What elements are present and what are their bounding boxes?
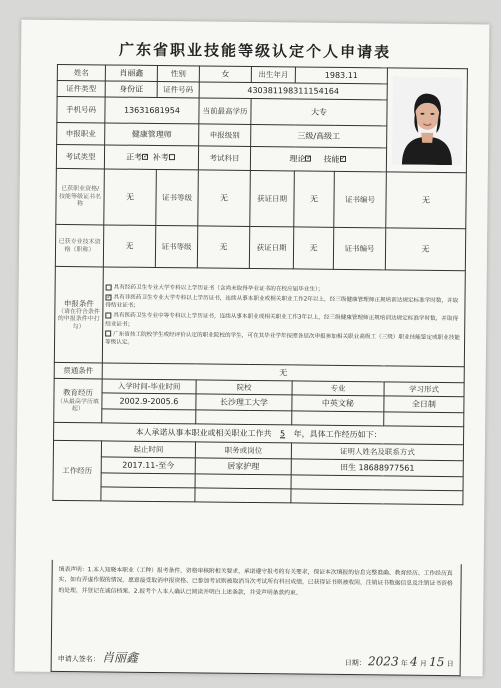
sign-date bbox=[345, 654, 454, 669]
skill-checkbox-checked: ✓ bbox=[340, 154, 346, 162]
professional-number-label: 证书编号 bbox=[333, 227, 385, 270]
table-row bbox=[53, 486, 463, 504]
work-empty-cell bbox=[291, 489, 463, 505]
work-empty-cell bbox=[195, 474, 291, 489]
date-year: 2023 bbox=[368, 654, 399, 669]
edu-school: 长沙理工大学 bbox=[196, 394, 292, 411]
vocational-grade-value: 无 bbox=[198, 170, 251, 227]
condition-text: 具有医药卫生专业中等专科以上学历证书，连续从事本职业或相关职业工作3年以上，经三级健康管理师正规培训达规定标准学时数，并取得结业证书； bbox=[105, 312, 459, 328]
birth-value: 1983.11 bbox=[295, 67, 387, 84]
vocational-number-value: 无 bbox=[386, 172, 467, 229]
application-table bbox=[52, 64, 468, 505]
work-header-position: 职务或岗位 bbox=[195, 442, 291, 459]
apply-level-value: 三级/高级工 bbox=[251, 124, 387, 147]
edu-header-form: 学习形式 bbox=[384, 382, 464, 397]
applicant-signature bbox=[58, 648, 138, 666]
conditions-label: 申报条件 bbox=[63, 298, 95, 308]
vocational-number-label: 证书编号 bbox=[334, 171, 387, 228]
date-label: 日期： bbox=[344, 658, 366, 668]
work-empty-cell bbox=[101, 487, 195, 502]
declaration-block bbox=[51, 560, 462, 676]
promise-years: 5 bbox=[280, 428, 286, 438]
vocational-cert-label: 已获职业资格/技能等级证书名称 bbox=[56, 168, 105, 224]
education-history-label-cell bbox=[54, 378, 102, 423]
vocational-date-label: 获证日期 bbox=[250, 170, 295, 226]
gender-label: 性别 bbox=[157, 65, 199, 81]
edu-empty-cell bbox=[196, 410, 292, 425]
work-header-reference: 证明人姓名及联系方式 bbox=[291, 443, 463, 461]
exam-type-options bbox=[104, 145, 198, 170]
education-label: 当前最高学历 bbox=[199, 98, 251, 125]
id-no-label: 证件号码 bbox=[157, 81, 199, 97]
date-day: 15 bbox=[429, 654, 445, 670]
apply-job-value: 健康管理师 bbox=[105, 123, 199, 146]
condition-item bbox=[105, 330, 462, 350]
edu-form: 全日制 bbox=[384, 396, 464, 413]
exam-type-label: 考试类型 bbox=[56, 144, 104, 169]
id-type-value: 身份证 bbox=[105, 81, 157, 98]
professional-date-label: 获证日期 bbox=[249, 226, 293, 268]
professional-cert-value: 无 bbox=[103, 225, 155, 268]
application-form-paper bbox=[15, 20, 490, 677]
condition-text: 广东省技工院校学生或经评价认定的职业院校的学生，可在其毕业学年按照各层次申报参加相关职业高级工（三级）职业技能鉴定或职业技能等级认定。 bbox=[105, 331, 460, 346]
edu-major: 中英文秘 bbox=[292, 395, 384, 412]
professional-grade-label: 证书等级 bbox=[155, 225, 197, 267]
subject-skill: 技能 bbox=[323, 154, 340, 164]
form-title: 广东省职业技能等级认定个人申请表 bbox=[119, 40, 392, 62]
edu-header-school: 院校 bbox=[196, 380, 292, 395]
conditions-note: （请在符合条件的申报条件中打勾） bbox=[57, 307, 100, 331]
work-reference: 田生 18688977561 bbox=[291, 459, 463, 477]
professional-number-value: 无 bbox=[385, 228, 465, 271]
conditions-label-cell bbox=[54, 266, 103, 362]
declaration-text: 填表声明：1.本人知晓本职业（工种）报考条件，资格审核附相关要求，承诺遵守报考的有关要求，保证本次填报的信息完整准确、教育经历、工作经历真实，如有弄虚作假的情况，愿意接受取消申报资格、已参加考试则被取消当次考试所有科目成绩，已获得证书则被收回，注销证书数据信息及注销证书资格的处理，并登记在诚信档案。2.报考个人本人确认已阅读并明白上述条款，并受声明条款约束。 bbox=[58, 566, 453, 597]
work-header-time: 起止时间 bbox=[101, 441, 195, 458]
name-label: 姓名 bbox=[57, 64, 105, 81]
name-value: 肖丽鑫 bbox=[105, 65, 157, 82]
apply-level-label: 申报级别 bbox=[199, 124, 251, 147]
applicant-photo bbox=[391, 76, 462, 165]
phone-label: 手机号码 bbox=[57, 96, 105, 123]
condition-checkbox-checked: ✓ bbox=[106, 293, 112, 301]
photo-cell bbox=[386, 68, 467, 173]
education-history-label: 教育经历 bbox=[62, 388, 94, 398]
exam-subject-label: 考试科目 bbox=[198, 146, 250, 171]
work-empty-cell bbox=[101, 473, 195, 488]
condition-item bbox=[105, 294, 462, 314]
date-month-unit: 月 bbox=[419, 659, 427, 668]
professional-date-value: 无 bbox=[293, 227, 333, 269]
gender-value: 女 bbox=[199, 66, 251, 83]
edu-empty-cell bbox=[384, 412, 464, 427]
condition-text: 具有经药卫生专业大学专科以上学历证书（含尚未取得毕业证书的在校应届毕业生）； bbox=[113, 284, 324, 293]
work-empty-cell bbox=[195, 488, 291, 503]
exam-type-makeup: 补考 bbox=[152, 152, 169, 162]
edu-empty-cell bbox=[102, 409, 196, 424]
vocational-date-value: 无 bbox=[294, 171, 335, 227]
education-value: 大专 bbox=[251, 98, 387, 125]
id-type-label: 证件类型 bbox=[57, 80, 105, 97]
penalty-label: 贯通条件 bbox=[54, 362, 102, 379]
education-history-note: （从最高学历填起） bbox=[56, 397, 99, 413]
id-no-value: 430381198311154164 bbox=[199, 82, 387, 100]
condition-item bbox=[105, 312, 462, 332]
edu-time: 2002.9-2005.6 bbox=[102, 393, 196, 410]
promise-suffix: 年，具体工作经历如下： bbox=[293, 428, 382, 439]
edu-header-time: 入学时间-毕业时间 bbox=[102, 379, 196, 394]
professional-cert-label: 已获专业技术资格（职称） bbox=[55, 224, 103, 267]
date-month: 4 bbox=[410, 654, 418, 669]
condition-checkbox bbox=[105, 312, 111, 318]
apply-job-label: 申报职业 bbox=[57, 122, 105, 145]
work-history-label: 工作经历 bbox=[53, 440, 102, 500]
theory-checkbox-checked: ✓ bbox=[306, 154, 312, 162]
signature-row bbox=[58, 648, 454, 669]
work-time: 2017.11-至今 bbox=[101, 457, 195, 474]
condition-text: 具有非医药卫生专业大学专科以上学历证书，连续从事本职业或相关职业工作2年以上，经三级健康管理师正规培训达规定标准学时数，并取得结业证书； bbox=[105, 294, 459, 310]
work-position: 居家护理 bbox=[195, 458, 291, 475]
condition-checkbox bbox=[106, 284, 112, 290]
sign-label: 申请人签名： bbox=[57, 654, 100, 664]
exam-type-regular: 正考 bbox=[126, 152, 143, 162]
exam-subject-options bbox=[250, 146, 386, 171]
edu-empty-cell bbox=[292, 411, 384, 426]
penalty-value: 无 bbox=[102, 363, 464, 383]
makeup-checkbox bbox=[169, 154, 175, 160]
date-year-unit: 年 bbox=[400, 659, 408, 668]
conditions-list bbox=[102, 267, 465, 367]
condition-checkbox bbox=[105, 331, 111, 337]
subject-theory: 理论 bbox=[289, 153, 306, 164]
professional-grade-value: 无 bbox=[197, 226, 249, 269]
date-day-unit: 日 bbox=[446, 660, 454, 669]
signature-handwritten: 肖丽鑫 bbox=[101, 650, 139, 665]
vocational-cert-value: 无 bbox=[104, 169, 157, 226]
vocational-grade-label: 证书等级 bbox=[156, 169, 199, 225]
promise-prefix: 本人承诺从事本职业或相关职业工作共 bbox=[135, 427, 272, 438]
edu-header-major: 专业 bbox=[292, 381, 384, 396]
regular-checkbox-checked: ✓ bbox=[143, 152, 149, 160]
birth-label: 出生年月 bbox=[251, 66, 295, 82]
phone-value: 13631681954 bbox=[105, 97, 199, 124]
